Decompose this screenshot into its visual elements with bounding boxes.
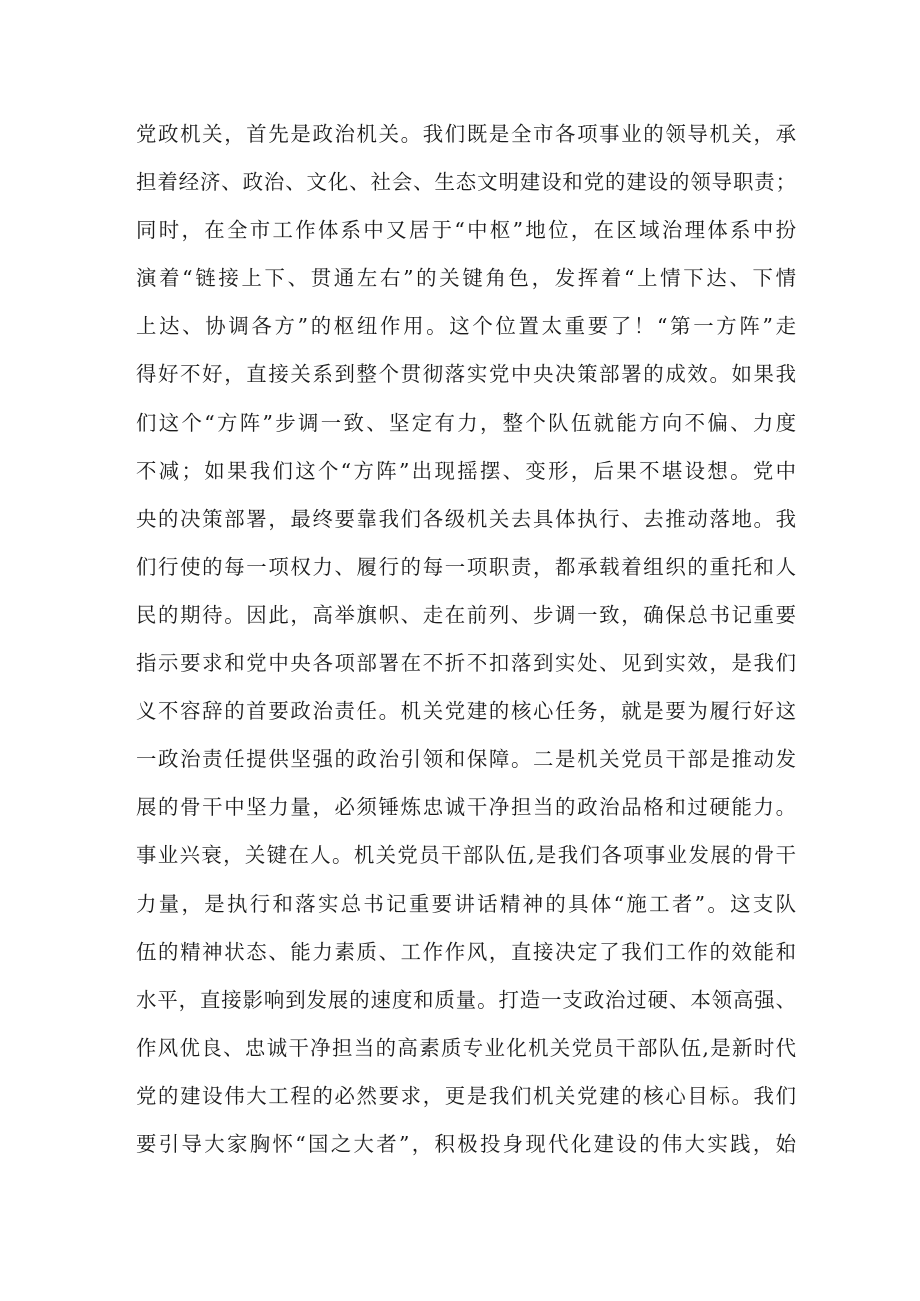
text-line: 们这个“方阵”步调一致、坚定有力，整个队伍就能方向不偏、力度 xyxy=(136,410,796,435)
text-line: 党政机关，首先是政治机关。我们既是全市各项事业的领导机关，承 xyxy=(136,122,796,146)
text-line: 要引导大家胸怀“国之大者”，积极投身现代化建设的伟大实践，始 xyxy=(136,1131,796,1156)
text-line: 力量，是执行和落实总书记重要讲话精神的具体“施工者”。这支队 xyxy=(136,891,796,916)
text-line: 党的建设伟大工程的必然要求，更是我们机关党建的核心目标。我们 xyxy=(136,1083,796,1108)
text-line: 同时，在全市工作体系中又居于“中枢”地位，在区域治理体系中扮 xyxy=(136,218,796,243)
text-line: 演着“链接上下、贯通左右”的关键角色，发挥着“上情下达、下情 xyxy=(136,266,796,291)
body-text xyxy=(136,110,796,1168)
text-line: 上达、协调各方”的枢纽作用。这个位置太重要了！“第一方阵”走 xyxy=(136,314,796,339)
text-line: 得好不好，直接关系到整个贯彻落实党中央决策部署的成效。如果我 xyxy=(136,362,796,387)
text-line: 义不容辞的首要政治责任。机关党建的核心任务，就是要为履行好这 xyxy=(136,699,796,724)
text-line: 们行使的每一项权力、履行的每一项职责，都承载着组织的重托和人 xyxy=(136,554,796,579)
text-line: 展的骨干中坚力量，必须锤炼忠诚干净担当的政治品格和过硬能力。 xyxy=(136,795,796,820)
text-line: 水平，直接影响到发展的速度和质量。打造一支政治过硬、本领高强、 xyxy=(136,987,796,1012)
text-line: 一政治责任提供坚强的政治引领和保障。二是机关党员干部是推动发 xyxy=(136,747,796,772)
text-line: 担着经济、政治、文化、社会、生态文明建设和党的建设的领导职责； xyxy=(136,170,796,195)
text-line: 指示要求和党中央各项部署在不折不扣落到实处、见到实效，是我们 xyxy=(136,651,796,676)
text-line: 不减；如果我们这个“方阵”出现摇摆、变形，后果不堪设想。党中 xyxy=(136,458,796,483)
text-line: 伍的精神状态、能力素质、工作作风，直接决定了我们工作的效能和 xyxy=(136,939,796,964)
text-line: 作风优良、忠诚干净担当的高素质专业化机关党员干部队伍,是新时代 xyxy=(136,1035,796,1060)
text-line: 民的期待。因此，高举旗帜、走在前列、步调一致，确保总书记重要 xyxy=(136,602,796,627)
text-line: 央的决策部署，最终要靠我们各级机关去具体执行、去推动落地。我 xyxy=(136,506,796,531)
text-line: 事业兴衰，关键在人。机关党员干部队伍,是我们各项事业发展的骨干 xyxy=(136,843,796,868)
